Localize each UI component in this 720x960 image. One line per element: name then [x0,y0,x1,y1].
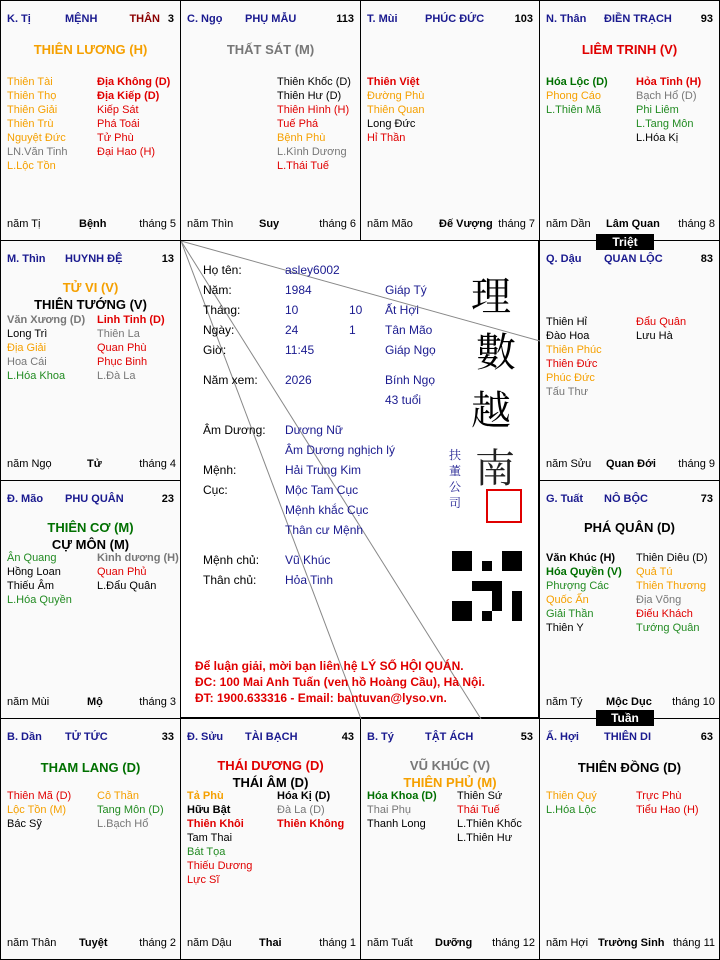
star: LN.Văn Tinh [7,146,68,158]
palace-thin[interactable] [0,240,181,481]
star: Thiếu Dương [187,860,253,872]
day-label: Ngày: [203,323,235,337]
seal-char-3: 越 [471,388,511,434]
triet-badge: Triệt [596,234,654,250]
star: Địa Giải [7,342,47,354]
palace-name: ĐIỀN TRẠCH [604,13,672,25]
palace-hoi[interactable] [539,718,720,960]
contact-line-2: ĐC: 100 Mai Anh Tuấn (ven hồ Hoàng Cầu), Hà Nội. [195,675,486,689]
star: Tướng Quân [636,622,700,634]
palace-name: TỬ TỨC [65,731,108,743]
year-label: Năm: [203,283,232,297]
star: Thiên Hư (D) [277,90,342,102]
trang-sinh: Trường Sinh [598,937,665,949]
hour-canchi: Giáp Ngọ [385,343,436,357]
cuc-note: Mệnh khắc Cục [285,503,369,517]
star: Thiếu Âm [7,580,55,592]
canchi: Đ. Sửu [187,731,224,743]
main-star: THIÊN ĐỒNG (D) [577,760,682,775]
star: Tuế Phá [277,118,319,130]
hour-value: 11:45 [285,343,315,357]
name-value: asley6002 [285,263,340,277]
center-info-panel [180,240,539,718]
star: Thiên Khôi [187,818,244,830]
than-chu-value: Hỏa Tinh [285,573,334,587]
star: L.Thiên Hư [457,832,513,844]
star: Thanh Long [367,818,426,830]
canchi: N. Thân [546,13,587,25]
star: Đà La (D) [277,804,325,816]
star: Cô Thần [97,790,139,802]
seal-char-4: 南 [475,446,515,492]
palace-name: PHU QUÂN [65,493,124,505]
main-star: THIÊN PHỦ (M) [403,775,497,790]
star: L.Kình Dương [277,146,347,158]
main-star: THÁI DƯƠNG (D) [217,758,324,773]
star: L.Hóa Quyền [7,594,72,606]
year-label: năm Thìn [187,218,234,230]
star: Thiên Không [277,818,345,830]
lunar-day: 1 [349,323,356,337]
star: Điếu Khách [636,608,693,620]
star: Phi Liêm [636,104,679,116]
main-star: THẤT SÁT (M) [226,42,315,57]
star: Giải Thần [546,608,594,620]
star: L.Thiên Khốc [457,818,522,830]
month-value: 10 [285,303,299,317]
palace-number: 93 [700,13,713,25]
star: Thiên Diêu (D) [636,552,708,564]
palace-number: 33 [161,731,174,743]
menh-chu-value: Vũ Khúc [285,553,331,567]
main-star: THAM LANG (D) [40,760,141,775]
trang-sinh: Tử [87,458,102,470]
month-label: Tháng: [203,303,241,317]
star: Hóa Quyền (V) [546,566,622,578]
palace-number: 63 [700,731,713,743]
star: Kiếp Sát [97,104,139,116]
palace-name: PHÚC ĐỨC [425,13,485,25]
main-star: VŨ KHÚC (V) [409,758,491,773]
month-label: tháng 3 [139,696,176,708]
star: Thiên Quan [367,104,425,116]
star: L.Thái Tuế [277,160,329,172]
palace-ngo[interactable] [180,0,361,241]
view-year-canchi: Bính Ngọ [385,373,436,387]
seal-small-text: 扶董公司 [449,448,462,510]
star: Bệnh Phù [277,132,326,144]
star: Đẩu Quân [636,316,687,328]
star: L.Bạch Hổ [97,818,149,830]
star: L.Thiên Mã [546,104,602,116]
star: Hóa Khoa (D) [367,790,437,802]
trang-sinh: Bệnh [79,218,107,230]
year-label: năm Tý [546,696,583,708]
star: Thai Phụ [367,804,412,816]
month-label: tháng 4 [139,458,176,470]
star: Hữu Bật [187,804,231,816]
month-label: tháng 11 [672,937,715,949]
star: Đường Phù [367,90,425,102]
star: Thiên Quý [546,790,597,802]
palace-than[interactable] [539,0,720,241]
star: Địa Võng [636,594,682,606]
star: Hồng Loan [7,566,61,578]
star: L.Đẩu Quân [97,580,157,592]
star: Long Trì [7,328,48,340]
star: Bát Tọa [187,846,226,858]
month-label: tháng 8 [678,218,715,230]
name-label: Họ tên: [203,263,242,277]
star: Thiên Thọ [7,90,57,102]
star: Thiên Hỉ [546,316,587,328]
than-chu-label: Thân chủ: [203,573,257,587]
star: Tiểu Hao (H) [636,804,699,816]
canchi: Q. Dậu [546,253,582,265]
palace-name: HUYNH ĐỆ [65,253,123,265]
tuan-badge: Tuần [596,710,654,726]
star: Thiên Tài [7,76,53,88]
palace-name: TẬT ÁCH [425,731,474,743]
star: Thiên Đức [546,358,598,370]
year-label: năm Hợi [546,937,589,949]
month-label: tháng 12 [492,937,535,949]
star: Tử Phù [97,132,134,144]
year-label: năm Ngọ [7,458,52,470]
year-label: năm Tuất [367,937,413,949]
star: Thái Tuế [457,804,500,816]
star: Tam Thai [187,832,233,844]
amduong-value: Dương Nữ [285,423,343,437]
canchi: C. Ngọ [187,13,223,25]
star: Quả Tú [636,566,673,578]
palace-ty[interactable] [360,718,540,960]
star: Trực Phù [636,790,682,802]
year-label: năm Tị [7,218,41,230]
palace-name: THIÊN DI [604,731,652,743]
star: Thiên Trù [7,118,54,130]
main-star: THIÊN TƯỚNG (V) [34,297,147,312]
month-label: tháng 1 [319,937,356,949]
month-label: tháng 9 [678,458,715,470]
palace-number: 113 [336,13,354,25]
star: Thiên Thương [636,580,707,592]
seal-char-1: 理 [471,274,511,320]
star: Hóa Kị (D) [277,790,331,802]
star: Quan Phủ [97,566,147,578]
year-label: năm Thân [7,937,57,949]
star: Phá Toái [97,118,140,130]
trang-sinh: Tuyệt [79,937,108,949]
star: Lưu Hà [636,330,673,342]
contact-line-3: ĐT: 1900.633316 - Email: bantuvan@lyso.vn. [195,691,447,705]
palace-name: NÔ BỘC [604,493,648,505]
palace-name: MỆNH [65,13,98,25]
palace-number: 103 [514,13,533,25]
star: Văn Khúc (H) [546,552,616,564]
contact-line-1: Để luận giải, mời bạn liên hệ LÝ SỐ HỘI QUÁN. [195,659,464,673]
canchi: G. Tuất [546,493,584,505]
star: Phong Cáo [546,90,602,102]
palace-name: PHỤ MẪU [245,13,297,25]
star: Địa Không (D) [97,76,171,88]
palace-dau[interactable] [539,240,720,481]
year-label: năm Mão [367,218,413,230]
palace-number: 3 [167,13,174,25]
palace-number: 23 [161,493,174,505]
star: Tả Phù [187,790,224,802]
star: Quốc Ấn [546,594,589,606]
trang-sinh: Quan Đới [606,458,656,470]
star: Tang Môn (D) [97,804,164,816]
star: Long Đức [367,118,416,130]
star: Đại Hao (H) [97,146,156,158]
year-label: năm Mùi [7,696,50,708]
canchi: Ấ. Hợi [546,731,579,743]
menh-value: Hải Trung Kim [285,463,362,477]
than-label: THÂN [129,13,160,25]
trang-sinh: Mộ [87,696,103,708]
main-star: PHÁ QUÂN (D) [584,520,675,535]
canchi: M. Thìn [7,253,46,265]
star: L.Hóa Kị [636,132,679,144]
star: Thiên Khốc (D) [277,76,351,88]
palace-number: 43 [341,731,354,743]
star: Bạch Hổ (D) [636,90,697,102]
star: Đào Hoa [546,330,590,342]
main-star: CỰ MÔN (M) [51,537,130,552]
star: Tấu Thư [546,386,589,398]
star: Thiên Hình (H) [277,104,350,116]
star: L.Lộc Tồn [7,160,56,172]
star: Thiên Sứ [457,790,503,802]
main-star: TỬ VI (V) [62,280,119,295]
star: Bác Sỹ [7,818,42,830]
year-value: 1984 [285,283,312,297]
palace-tuat[interactable] [539,480,720,719]
palace-mao[interactable] [0,480,181,719]
cuc-label: Cục: [203,483,228,497]
star: Hóa Lộc (D) [546,76,608,88]
main-star: THÁI ÂM (D) [232,775,309,790]
star: Phượng Các [546,580,609,592]
star: Nguyệt Đức [7,132,66,144]
star: Thiên Y [546,622,584,634]
star: Văn Xương (D) [7,314,86,326]
palace-name: QUAN LỘC [604,253,663,265]
canchi: T. Mùi [367,13,398,25]
lunar-month: 10 [349,303,363,317]
menh-chu-label: Mệnh chủ: [203,553,260,567]
main-star: THIÊN CƠ (M) [47,520,134,535]
star: Linh Tinh (D) [97,314,165,326]
year-label: năm Dần [546,218,591,230]
day-canchi: Tân Mão [385,323,433,337]
than-cu: Thân cư Mệnh [285,523,364,537]
year-label: năm Dậu [187,937,232,949]
amduong-label: Âm Dương: [203,423,266,437]
palace-mui[interactable] [360,0,540,241]
star: L.Hóa Lộc [546,804,597,816]
star: Thiên Giải [7,104,58,116]
palace-name: TÀI BẠCH [245,731,298,743]
view-year-label: Năm xem: [203,373,258,387]
menh-label: Mệnh: [203,463,237,477]
trang-sinh: Mộc Dục [606,696,652,708]
palace-number: 83 [700,253,713,265]
star: Quan Phù [97,342,147,354]
year-canchi: Giáp Tý [385,283,427,297]
month-canchi: Ất Hợi [385,303,419,317]
trang-sinh: Thai [259,937,282,949]
star: Hoa Cái [7,356,47,368]
hour-label: Giờ: [203,343,227,357]
star: Lực Sĩ [187,874,220,886]
canchi: K. Tị [7,13,31,25]
star: L.Hóa Khoa [7,370,66,382]
trang-sinh: Đế Vượng [439,218,493,230]
month-label: tháng 10 [672,696,715,708]
star: Thiên Phúc [546,344,602,356]
star: Địa Kiếp (D) [97,90,160,102]
star: Thiên Mã (D) [7,790,72,802]
main-star: LIÊM TRINH (V) [581,42,678,57]
trang-sinh: Lâm Quan [606,218,660,230]
palace-number: 13 [161,253,174,265]
age: 43 tuổi [385,393,422,407]
month-label: tháng 5 [139,218,176,230]
star: Phục Binh [97,356,148,368]
month-label: tháng 2 [139,937,176,949]
star: Thiên La [97,328,140,340]
palace-ti[interactable] [0,0,181,241]
star: L.Tang Môn [636,118,694,130]
star: Kình dương (H) [97,552,179,564]
palace-number: 53 [520,731,533,743]
cuc-value: Mộc Tam Cục [285,483,359,497]
month-label: tháng 6 [319,218,356,230]
palace-suu[interactable] [180,718,361,960]
star: Phúc Đức [546,372,595,384]
month-label: tháng 7 [498,218,535,230]
amduong-note: Âm Dương nghịch lý [285,443,395,457]
palace-number: 73 [700,493,713,505]
star: Hỏa Tinh (H) [636,76,702,88]
view-year-value: 2026 [285,373,312,387]
canchi: B. Tý [367,731,394,743]
trang-sinh: Suy [259,218,280,230]
canchi: Đ. Mão [7,493,44,505]
star: Ân Quang [7,552,57,564]
star: L.Đà La [97,370,136,382]
canchi: B. Dần [7,731,42,743]
day-value: 24 [285,323,299,337]
qr-code-icon [452,551,522,621]
star: Thiên Việt [367,76,420,88]
star: Hỉ Thần [367,132,406,144]
main-star: THIÊN LƯƠNG (H) [33,42,148,57]
trang-sinh: Dưỡng [435,937,473,949]
palace-dan[interactable] [0,718,181,960]
year-label: năm Sửu [546,458,592,470]
red-stamp [486,489,522,523]
star: Lộc Tồn (M) [7,804,67,816]
seal-char-2: 數 [476,330,516,376]
